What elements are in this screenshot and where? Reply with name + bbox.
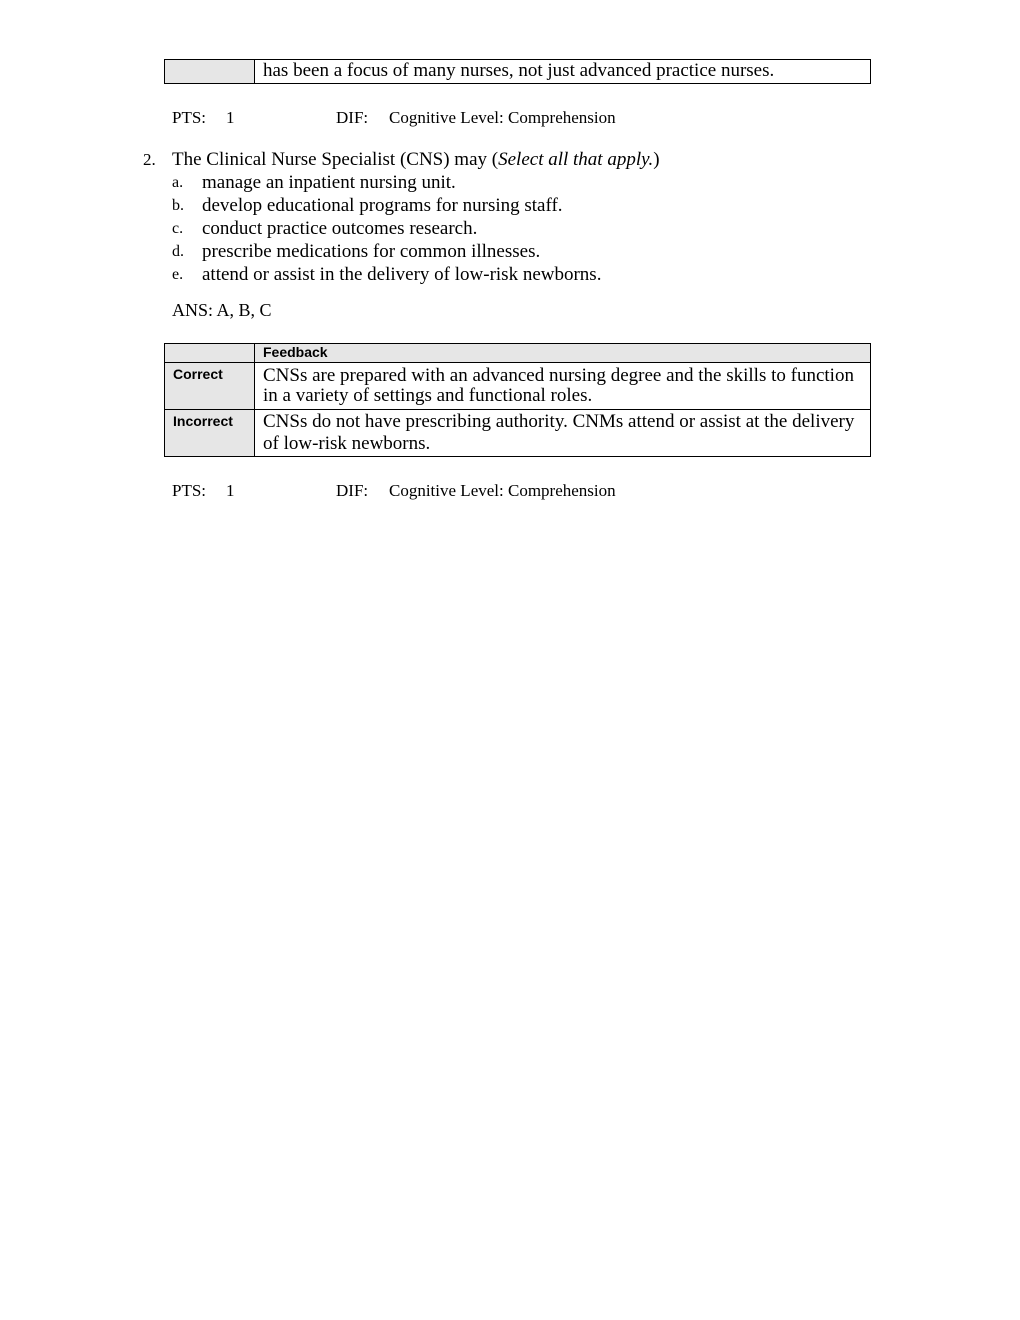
pts-label: PTS: bbox=[172, 108, 207, 127]
option-letter-c: c. bbox=[172, 220, 184, 237]
feedback-incorrect-row bbox=[165, 409, 870, 456]
pts-value-2: 1 bbox=[226, 481, 235, 500]
option-text-a: manage an inpatient nursing unit. bbox=[202, 172, 456, 193]
feedback-correct-text: CNSs are prepared with an advanced nursing degree and the skills to function in a variety of settings and functional roles. bbox=[263, 365, 854, 406]
feedback-incorrect-label: Incorrect bbox=[165, 410, 255, 456]
feedback-header-row bbox=[165, 344, 870, 362]
previous-feedback-text: has been a focus of many nurses, not just advanced practice nurses. bbox=[263, 60, 775, 81]
option-text-b: develop educational programs for nursing staff. bbox=[202, 195, 563, 216]
previous-feedback-table bbox=[164, 59, 871, 84]
feedback-header: Feedback bbox=[255, 344, 870, 362]
pts-label-2: PTS: bbox=[172, 481, 207, 500]
question-number: 2. bbox=[143, 150, 156, 169]
answer-key: ANS: A, B, C bbox=[172, 300, 272, 320]
pts-value: 1 bbox=[226, 108, 235, 127]
feedback-table bbox=[164, 343, 871, 457]
dif-value-2: Cognitive Level: Comprehension bbox=[389, 481, 616, 500]
question-stem bbox=[172, 149, 660, 171]
feedback-incorrect-text: CNSs do not have prescribing authority. CNMs attend or assist at the delivery of low-risk newborns. bbox=[263, 411, 855, 454]
dif-label-2: DIF: bbox=[336, 481, 369, 500]
previous-feedback-row bbox=[165, 60, 870, 83]
question-stem-instruction: Select all that apply. bbox=[498, 149, 654, 170]
question-stem-close: ) bbox=[653, 149, 660, 170]
option-letter-b: b. bbox=[172, 197, 184, 214]
option-text-c: conduct practice outcomes research. bbox=[202, 218, 478, 239]
option-text-e: attend or assist in the delivery of low-risk newborns. bbox=[202, 264, 602, 285]
question-stem-text: The Clinical Nurse Specialist (CNS) may ( bbox=[172, 149, 499, 170]
dif-value: Cognitive Level: Comprehension bbox=[389, 108, 616, 127]
dif-label: DIF: bbox=[336, 108, 369, 127]
feedback-correct-label: Correct bbox=[165, 363, 255, 409]
previous-feedback-label-cell bbox=[165, 60, 255, 83]
option-letter-a: a. bbox=[172, 174, 184, 191]
feedback-correct-row bbox=[165, 362, 870, 409]
feedback-header-corner bbox=[165, 344, 255, 362]
option-text-d: prescribe medications for common illnesses. bbox=[202, 241, 541, 262]
option-letter-d: d. bbox=[172, 243, 184, 260]
option-letter-e: e. bbox=[172, 266, 184, 283]
